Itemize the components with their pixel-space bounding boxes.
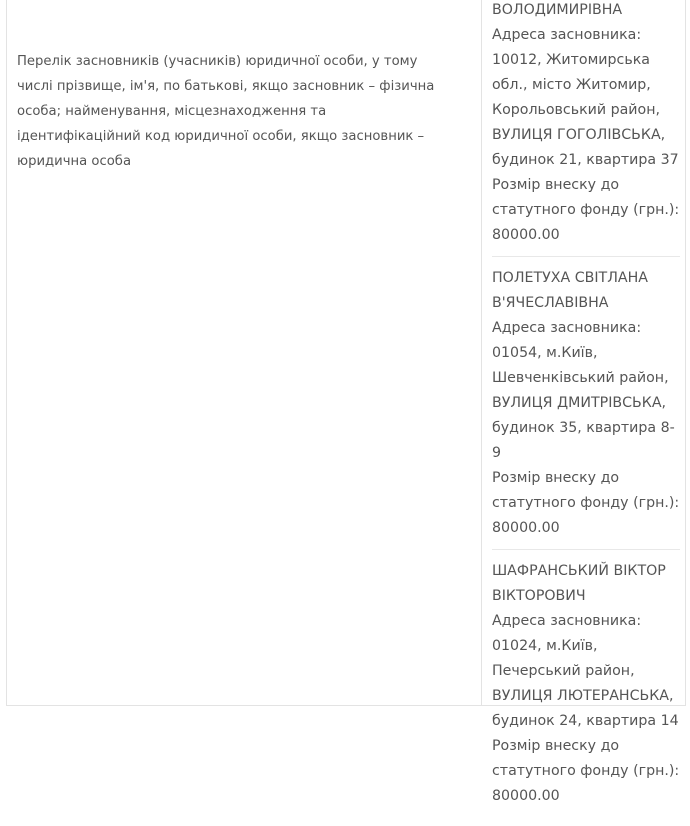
founder-address: Адреса засновника: 10012, Житомирська обл., місто Житомир, Корольовський район, ВУЛИЦЯ ГОГОЛІВСЬКА, будинок 21, квартира 37 bbox=[492, 27, 679, 168]
column-divider bbox=[481, 0, 482, 705]
founders-list bbox=[492, 0, 680, 826]
registry-table bbox=[6, 0, 686, 804]
founder-address: Адреса засновника: 01054, м.Київ, Шевченківський район, ВУЛИЦЯ ДМИТРІВСЬКА, будинок 35, квартира 8-9 bbox=[492, 320, 675, 461]
founder-name: ПОЛЕТУХА СВІТЛАНА В'ЯЧЕСЛАВІВНА bbox=[492, 270, 648, 311]
founder-name: ШАФРАНСЬКИЙ ВІКТОР ВІКТОРОВИЧ bbox=[492, 563, 666, 604]
founder-entry bbox=[492, 266, 680, 550]
founder-contribution: Розмір внеску до статутного фонду (грн.): 80000.00 bbox=[492, 470, 680, 536]
founder-address: Адреса засновника: 01024, м.Київ, Печерський район, ВУЛИЦЯ ЛЮТЕРАНСЬКА, будинок 24, квартира 14 bbox=[492, 613, 679, 729]
founder-entry bbox=[492, 559, 680, 817]
founder-contribution: Розмір внеску до статутного фонду (грн.): 80000.00 bbox=[492, 177, 680, 243]
founder-name: ВОЛОДИМИРІВНА bbox=[492, 2, 623, 18]
founder-contribution: Розмір внеску до статутного фонду (грн.): 80000.00 bbox=[492, 738, 680, 804]
founders-label-cell: Перелік засновників (учасників) юридичної особи, у тому числі прізвище, ім'я, по батькові, якщо засновник – фізична особа; найменування, місцезнаходження та ідентифікаційний код юридичної особи, якщо засновник – юридична особа bbox=[17, 54, 435, 169]
founder-entry bbox=[492, 0, 680, 257]
